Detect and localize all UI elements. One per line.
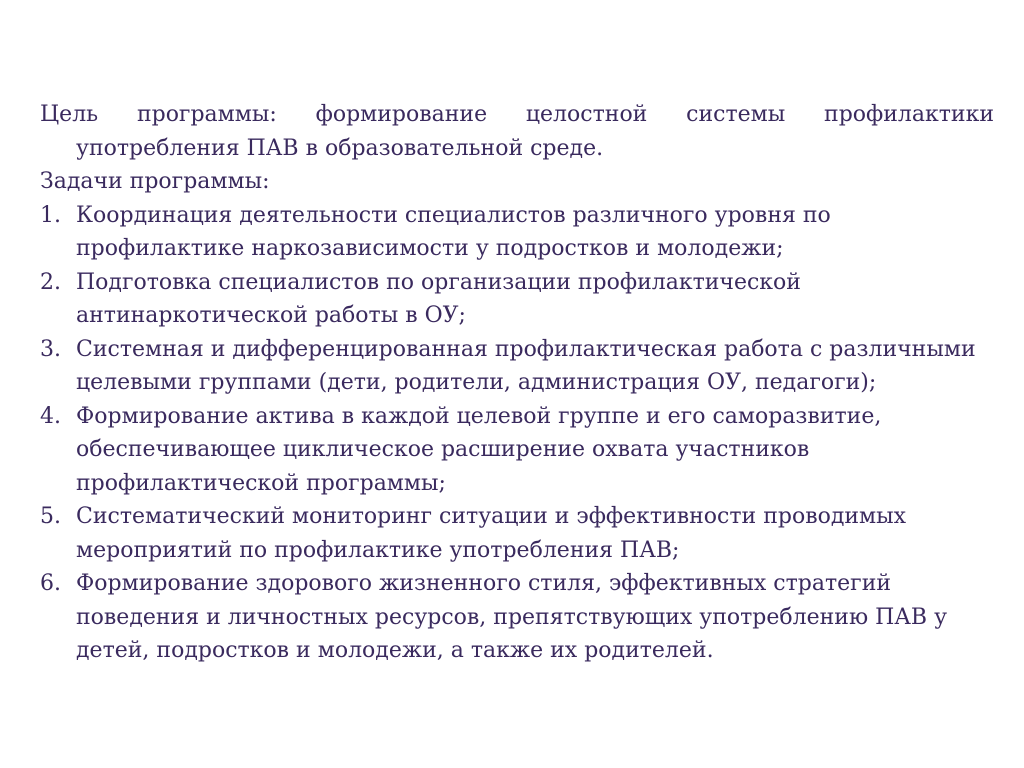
task-item	[40, 567, 994, 668]
task-list	[40, 199, 994, 668]
task-item	[40, 266, 994, 333]
task-text: Формирование актива в каждой целевой группе и его саморазвитие, обеспечивающее циклическое расширение охвата участников профилактической программы;	[76, 403, 882, 496]
slide-content	[40, 98, 994, 668]
task-item	[40, 199, 994, 266]
task-number: 4.	[40, 403, 61, 429]
task-item	[40, 333, 994, 400]
task-text: Формирование здорового жизненного стиля, эффективных стратегий поведения и личностных ресурсов, препятствующих употреблению ПАВ у детей, подростков и молодежи, а также их родителей.	[76, 571, 948, 663]
program-goal	[40, 98, 994, 165]
task-number: 6.	[40, 571, 61, 596]
task-number: 2.	[40, 269, 61, 295]
task-text: Подготовка специалистов по организации профилактической антинаркотической работы в ОУ;	[76, 269, 801, 328]
task-number: 1.	[40, 202, 61, 228]
task-text: Систематический мониторинг ситуации и эффективности проводимых мероприятий по профилактике употребления ПАВ;	[76, 504, 907, 563]
goal-text: формирование целостной системы профилактики употребления ПАВ в образовательной среде.	[76, 102, 995, 161]
task-item	[40, 500, 994, 567]
task-number: 3.	[40, 336, 61, 362]
tasks-heading: Задачи программы:	[40, 169, 270, 194]
task-number: 5.	[40, 504, 61, 529]
goal-label: Цель программы:	[40, 102, 277, 127]
task-item	[40, 400, 994, 501]
task-text: Системная и дифференцированная профилактическая работа с различными целевыми группами (дети, родители, администрация ОУ, педагоги);	[76, 336, 976, 395]
task-text: Координация деятельности специалистов различного уровня по профилактике наркозависимости у подростков и молодежи;	[76, 202, 831, 261]
